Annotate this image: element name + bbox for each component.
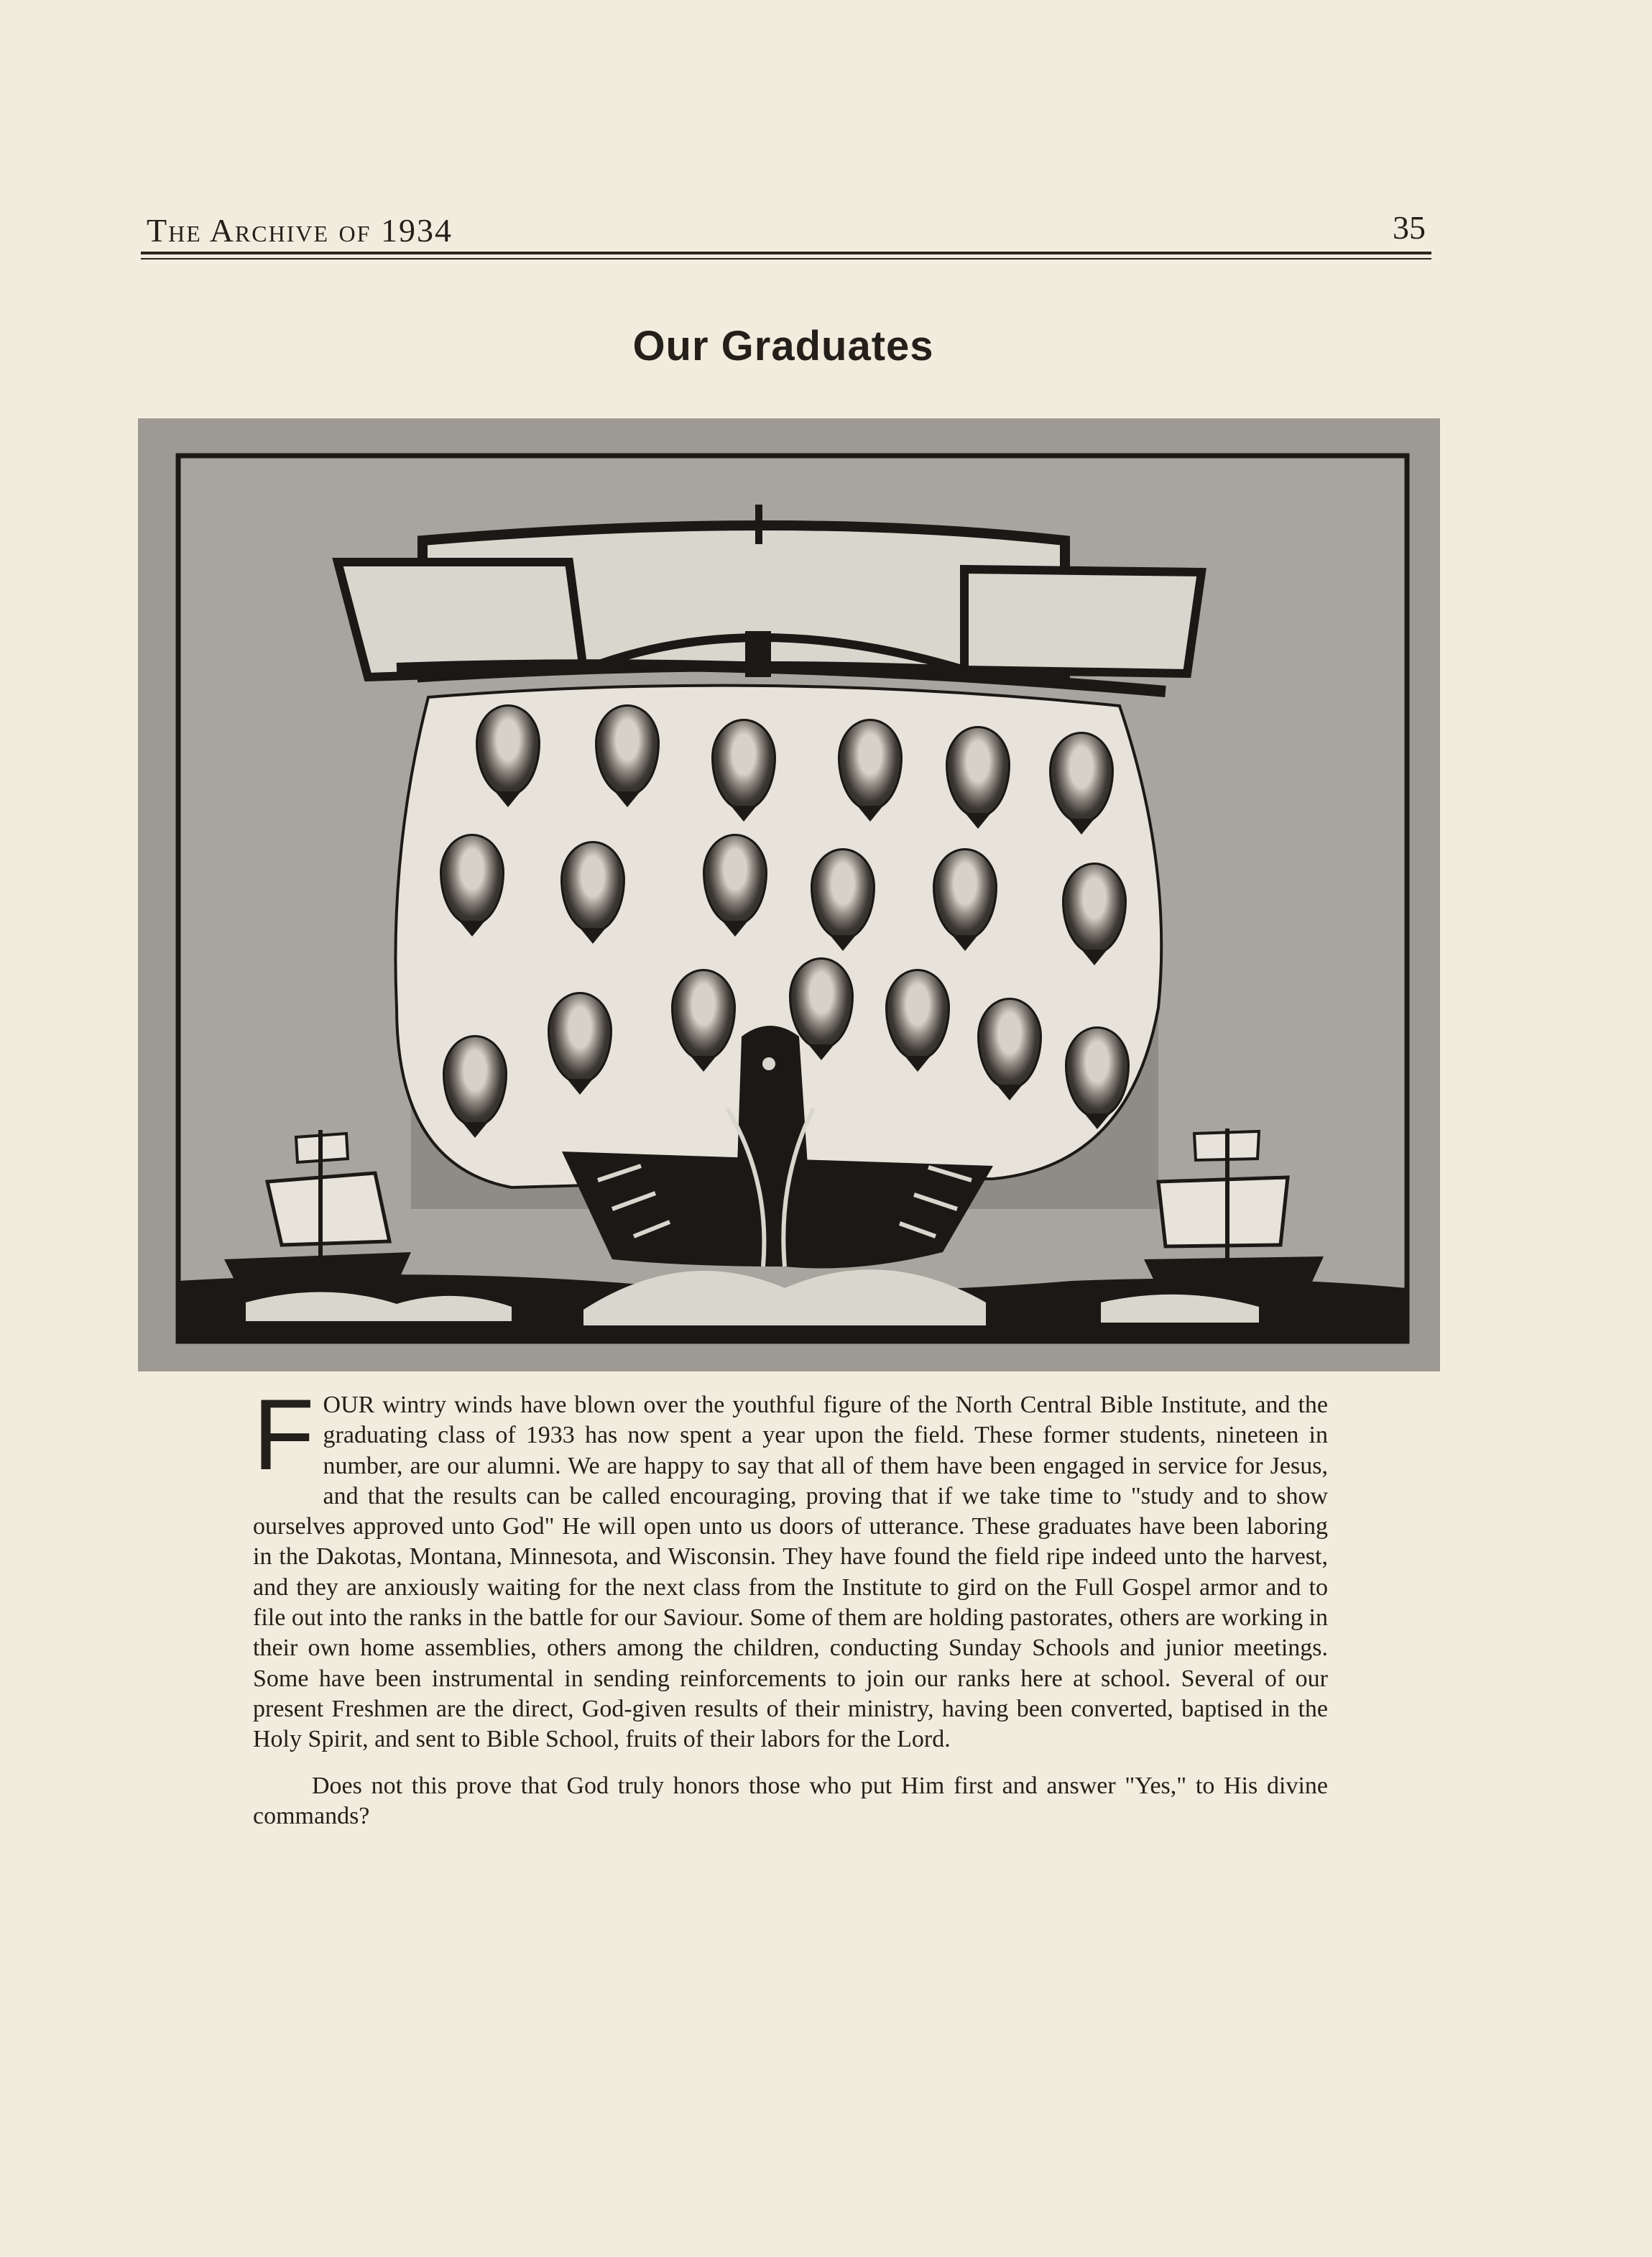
header-rule-thick [141,252,1431,254]
paragraph-1-text: OUR wintry winds have blown over the youthful figure of the North Central Bible Institute, and the graduating class of 1933 has now spent a year upon the field. These former students, nineteen in number, are our alumni. We are happy to say that all of them have been engaged in service for Jesus, and that the results can be called encouraging, proving that if we take time to "study and to show ourselves approved unto God" He will open unto us doors of utterance. These graduates have been laboring in the Dakotas, Montana, Minnesota, and Wisconsin. They have found the field ripe indeed unto the harvest, and they are anxiously waiting for the next class from the Institute to gird on the Full Gospel armor and to file out into the ranks in the battle for our Saviour. Some of them are holding pastorates, others are working in their own home assemblies, others among the children, conducting Sunday Schools and junior meetings. Some have been instrumental in sending reinforcements to join our ranks here at school. Several of our present Freshmen are the direct, God-given results of their ministry, having been converted, baptised in the Holy Spirit, and sent to Bible School, fruits of their labors for the Lord. [253,1392,1328,1753]
article-body [253,1378,1328,1831]
page-title: Our Graduates [632,323,934,369]
running-head [141,208,1431,250]
page-number: 35 [1393,209,1426,246]
running-title: The Archive of 1934 [147,212,453,249]
paragraph-1 [253,1378,1328,1755]
paragraph-2: Does not this prove that God truly honors those who put Him first and answer "Yes," to His divine commands? [253,1772,1328,1829]
header-rule-thin [141,258,1431,259]
drop-cap: F [253,1378,315,1491]
ship-drawing [138,418,1440,1371]
ship-illustration [138,418,1440,1371]
